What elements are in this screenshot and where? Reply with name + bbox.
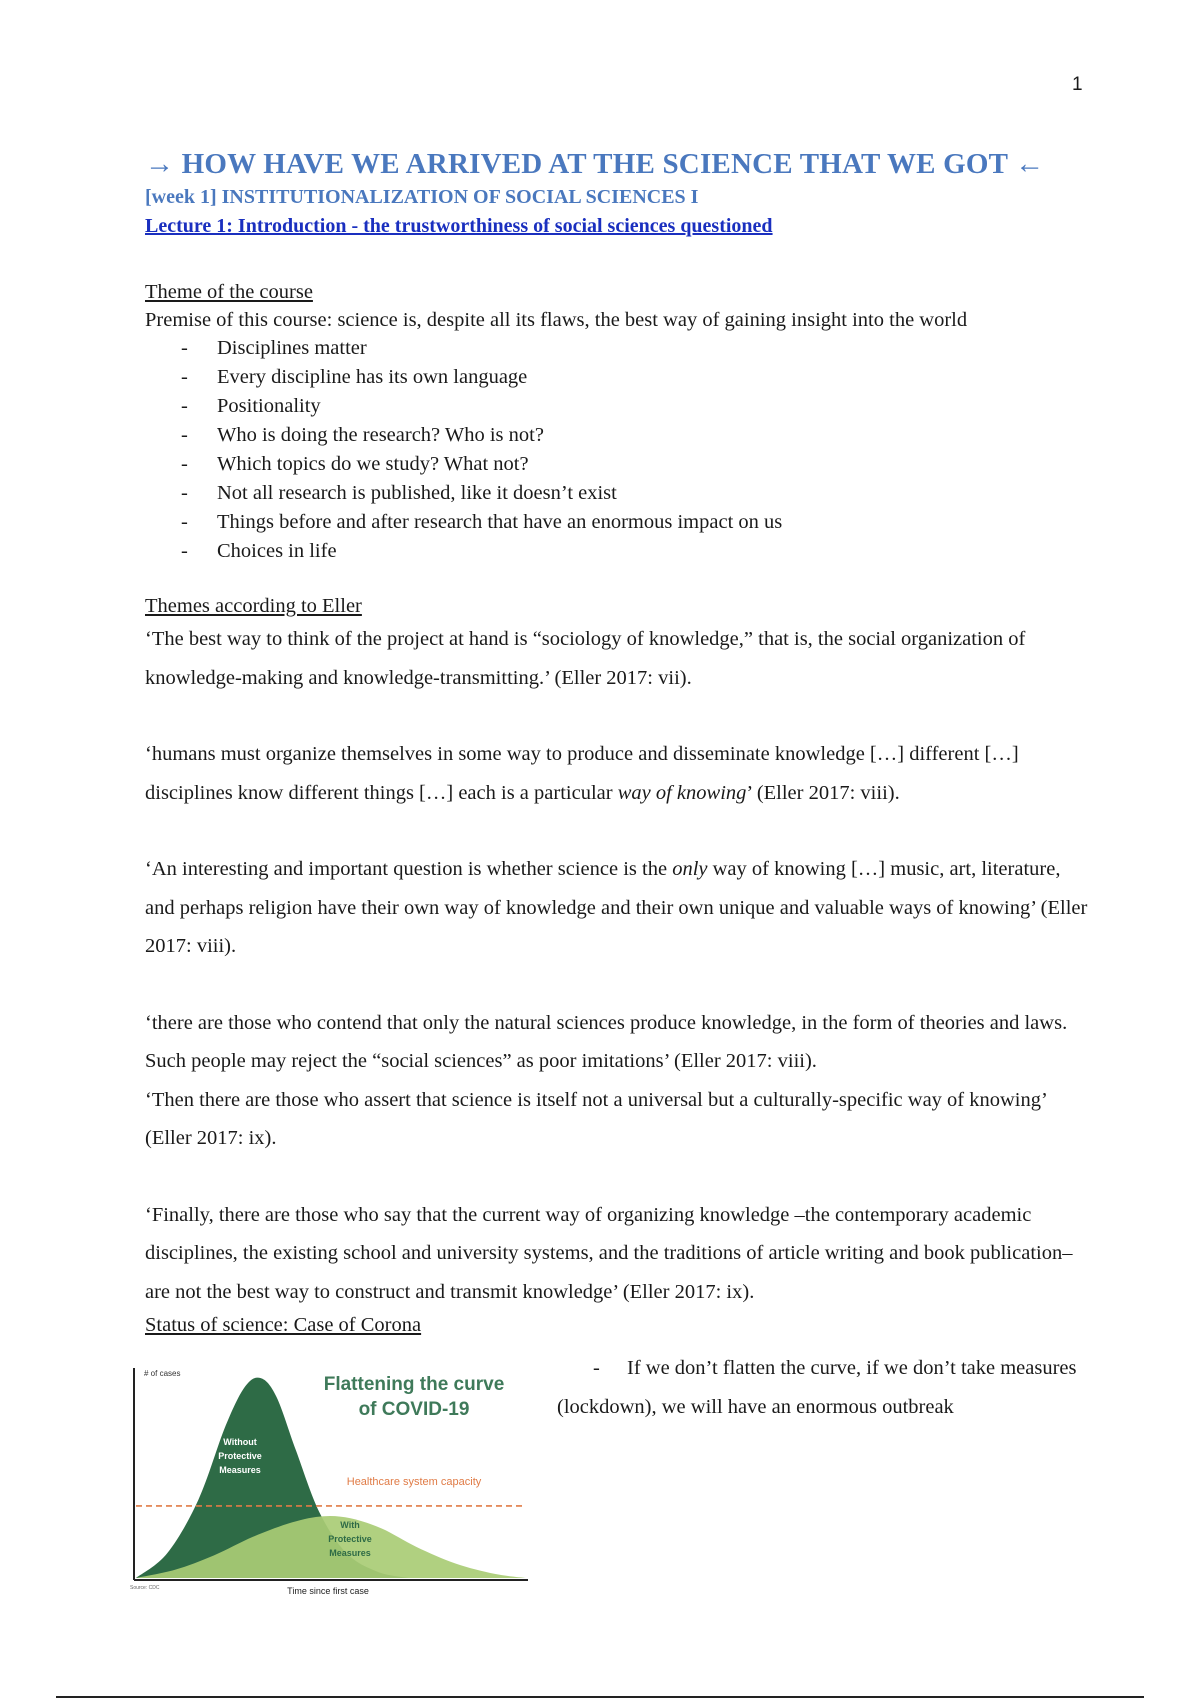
lecture-title: Lecture 1: Introduction - the trustworthiness of social sciences questioned [145, 215, 773, 237]
footer-divider [56, 1696, 1144, 1698]
x-axis-label: Time since first case [287, 1586, 369, 1596]
corona-heading: Status of science: Case of Corona [145, 1314, 422, 1336]
premise-text: Premise of this course: science is, despite all its flaws, the best way of gaining insight into the world [145, 309, 968, 331]
week-title: [week 1] INSTITUTIONALIZATION OF SOCIAL SCIENCES I [145, 186, 699, 208]
series-label-with-3: Measures [329, 1548, 371, 1558]
threshold-label: Healthcare system capacity [346, 1476, 482, 1488]
chart-svg [128, 1362, 532, 1602]
eller-quote-6: ‘Finally, there are those who say that the current way of organizing knowledge –the contemporary academic disciplines, the existing school and university systems, and the traditions of article writing and book publication– are not the best way to construct and transmit knowledge’ (Eller 2017: ix). [145, 1203, 1073, 1303]
list-item: - Every discipline has its own language [181, 366, 528, 388]
eller-heading: Themes according to Eller [145, 595, 362, 617]
series-label-with-1: With [340, 1520, 360, 1530]
theme-bullet-list [145, 334, 1095, 566]
list-item: - Disciplines matter [181, 337, 367, 359]
series-label-without-3: Measures [219, 1465, 261, 1475]
main-title: → HOW HAVE WE ARRIVED AT THE SCIENCE THAT WE GOT ← [145, 148, 1045, 180]
list-item: - Choices in life [181, 540, 337, 562]
chart-title-line-1: Flattening the curve [323, 1374, 505, 1395]
corona-bullet: - If we don’t flatten the curve, if we don’t take measures (lockdown), we will have an enormous outbreak [557, 1357, 1077, 1418]
eller-quote-2: ‘humans must organize themselves in some way to produce and disseminate knowledge […] different […] disciplines know different things […] each is a particular way of knowing’ (Eller 2017: viii). [145, 743, 1019, 804]
series-label-without-1: Without [223, 1437, 257, 1447]
eller-quote-3: ‘An interesting and important question is whether science is the only way of knowing […] music, art, literature, and perhaps religion have their own way of knowledge and their own unique and valuable ways of knowing’ (Eller 2017: viii). [145, 858, 1088, 957]
page-number: 1 [1072, 74, 1083, 95]
list-item: - Which topics do we study? What not? [181, 453, 529, 475]
y-axis-label: # of cases [144, 1369, 181, 1378]
eller-quote-5: ‘Then there are those who assert that science is itself not a universal but a culturally-specific way of knowing’ (Eller 2017: ix). [145, 1088, 1047, 1149]
eller-quote-4: ‘there are those who contend that only the natural sciences produce knowledge, in the form of theories and laws. Such people may reject the “social sciences” as poor imitations’ (Eller 2017: viii). [145, 1011, 1068, 1072]
series-label-with-2: Protective [328, 1534, 372, 1544]
source-note: Source: CDC [130, 1585, 160, 1591]
list-item: - Not all research is published, like it doesn’t exist [181, 482, 617, 504]
document-body [145, 146, 1095, 1339]
chart-title-line-2: of COVID-19 [358, 1399, 470, 1420]
corona-bullet-text: If we don’t flatten the curve, if we don’t take measures (lockdown), we will have an enormous outbreak [557, 1357, 1077, 1418]
flatten-curve-chart [128, 1362, 532, 1602]
theme-heading: Theme of the course [145, 281, 313, 303]
list-item: - Who is doing the research? Who is not? [181, 424, 544, 446]
list-item: - Positionality [181, 395, 321, 417]
eller-quote-1: ‘The best way to think of the project at hand is “sociology of knowledge,” that is, the social organization of knowledge-making and knowledge-transmitting.’ (Eller 2017: vii). [145, 628, 1026, 689]
list-item: - Things before and after research that have an enormous impact on us [181, 511, 783, 533]
series-label-without-2: Protective [218, 1451, 262, 1461]
